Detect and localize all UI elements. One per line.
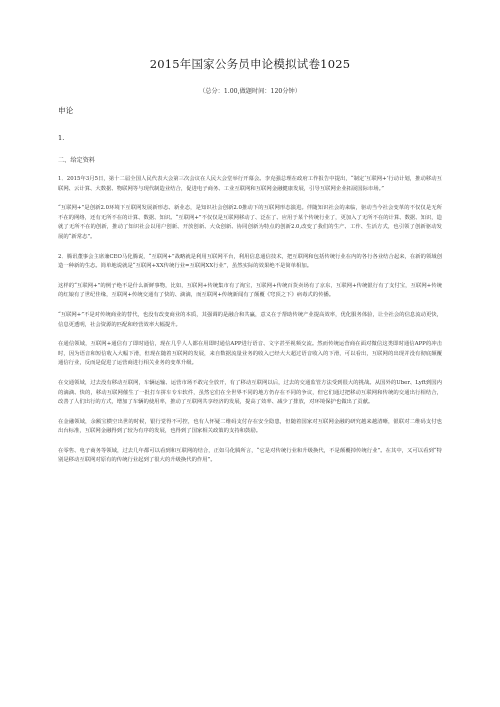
question-number: 1. bbox=[58, 134, 65, 142]
paragraph: 2．腾讯董事会主席兼CEO马化腾说，“互联网+”战略就是利用互联网平台，利用信息通信技术，把互联网和包括传统行业在内的各行各业结合起来，在新的领域创造一种新的生态。简单地说就是“互联网+XX传统行业=互联网XX行业”，虽然实际的效果绝不是简单相加。 bbox=[58, 253, 442, 270]
paragraph: 1．2015年3月5日，第十二届全国人民代表大会第三次会议在人民大会堂举行开幕会。李克强总理在政府工作报告中提出，“制定‘互联网+’行动计划，推动移动互联网、云计算、大数据、物联网等与现代制造业结合，促进电子商务、工业互联网和互联网金融健康发展，引导互联网企业拓展国际市场。” bbox=[58, 176, 442, 192]
paragraph: “互联网+”不是对传统商业的替代，也没有改变商业的本质，其强调的是融合和共赢，意义在于帮助传统产业提高效率，优化服务体验，让全社会的信息流动更快，信息更透明，社会资源的匹配和经营效率大幅提升。 bbox=[58, 311, 442, 328]
document-title: 2015年国家公务员申论模拟试卷1025 bbox=[149, 57, 351, 71]
paragraph: “互联网+”是创新2.0环境下互联网发展新形态、新业态，是知识社会创新2.0推动下的互联网形态演进。伴随知识社会的来临，驱动当今社会变革的不仅仅是无所不在的网络，还有无所不在的计算、数据、知识。“互联网+”不仅仅是互联网移动了、泛在了、应用于某个传统行业了，更加入了无所不在的计算、数据、知识，造就了无所不在的创新，推动了知识社会以用户创新、开放创新、大众创新、协同创新为特点的创新2.0,改变了我们的生产、工作、生活方式，也引领了创新驱动发展的“新常态”。 bbox=[58, 205, 442, 240]
paragraph: 在金融领域，余额宝横空出世的时候，银行觉得不可控，也有人怀疑二维码支付存在安全隐患，但随着国家对互联网金融的研究越来越清晰，银联对二维码支付也出台标准，互联网金融得到了较为有序的发展，也得到了国家相关政策的支持和鼓励。 bbox=[58, 418, 442, 435]
paragraph: 在交通领域，过去没有移动互联网，车辆运输、运营市场不敢完全放开，有了移动互联网以后，过去的交通监管方法受到很大的挑战。从国外的Uber、Lyft到国内的滴滴、快的，移动互联网催生了一批打车拼车专车软件，虽然它们在全世界不同的地方仍存在不同的争议，但它们通过把移动互联网和传统的交通出行相结合，改善了人们出行的方式，增加了车辆的使用率，推动了互联网共享经济的发展，提高了效率、减少了排放，对环境保护也做出了贡献。 bbox=[58, 379, 442, 406]
paragraph: 这样的“互联网+”的例子绝不是什么新鲜事物，比如，互联网+传统集市有了淘宝，互联网+传统百货卖场有了京东，互联网+传统银行有了支付宝，互联网+传统的红娘有了世纪佳缘，互联网+传统交通有了快的、滴滴，而互联网+传统新闻有了颠覆《穹顶之下》病毒式的传播。 bbox=[58, 282, 442, 299]
exam-info: （总分：1.00,做题时间：120分钟） bbox=[199, 88, 301, 95]
paragraph: 在零售、电子商务等领域，过去几年都可以看到和互联网的结合，正如马化腾所言，“它是对传统行业和升级换代，不是颠覆掉传统行业”。在其中，又可以看到“特别是移动互联网对原有的传统行业起到了很大的升级换代的作用”。 bbox=[58, 447, 442, 464]
paragraph: 在通信领域，互联网+通信有了即时通信，现在几乎人人都在用即时通信APP进行语音、文字甚至视频交流。然而传统运营商在面对微信这类即时通信APP的冲击时，因为语音和短信收入大幅下滑，但现在随着互联网的发展，来自数据流量业务的收入已经大大超过语音收入的下滑，可以看出，互联网的出现并没有彻底颠覆通信行业，反而是促进了运营商进行相关业务的变革升级。 bbox=[58, 341, 442, 367]
material-label: 二、给定资料 bbox=[58, 157, 96, 164]
section-heading: 申论 bbox=[58, 106, 74, 115]
